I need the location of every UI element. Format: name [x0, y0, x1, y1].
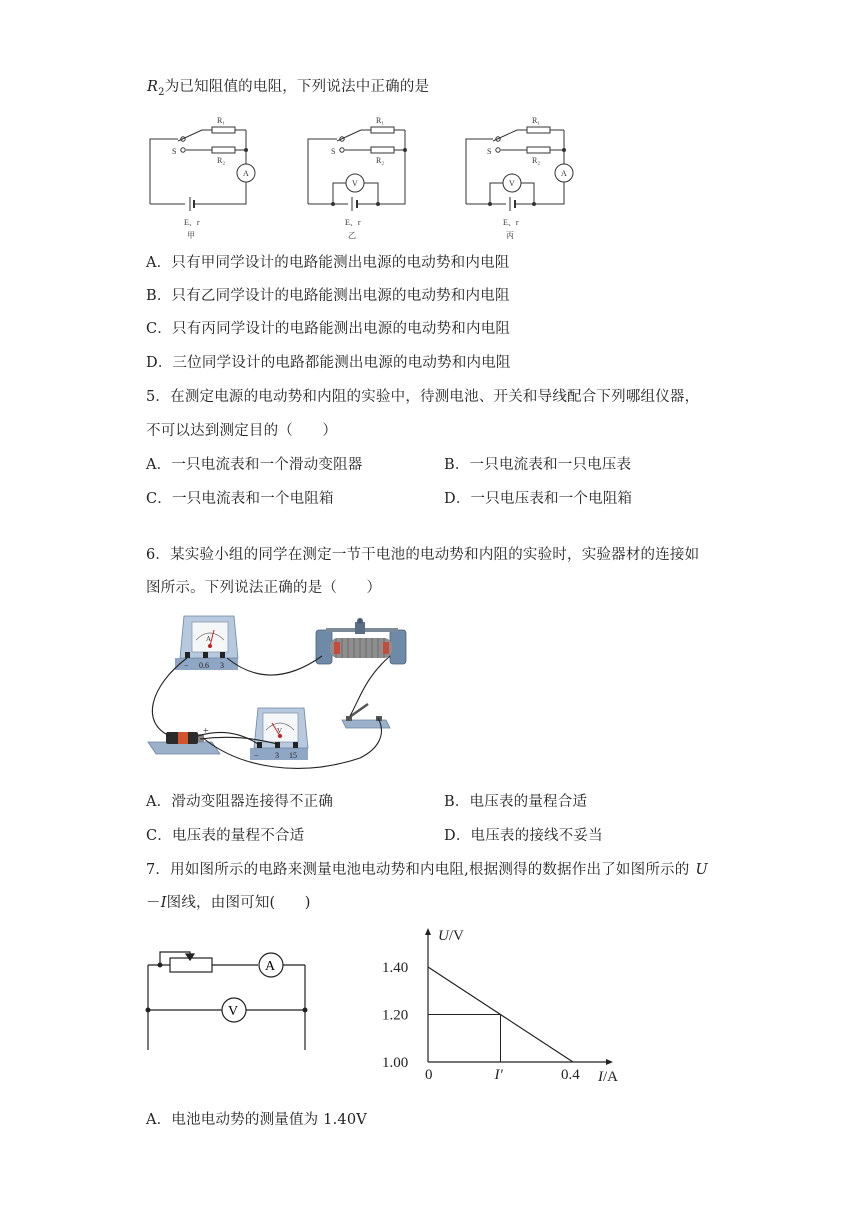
voltmeter-device	[250, 708, 308, 760]
ammeter-term-3: 3	[220, 661, 224, 670]
r2-symbol: R	[147, 79, 159, 95]
x-axis-label: I/A	[598, 1069, 618, 1085]
yi-source-label: E、r	[345, 218, 361, 227]
yi-r1-label: R₁	[376, 116, 385, 125]
jia-r2-label: R₂	[217, 156, 226, 165]
jia-source-label: E、r	[184, 218, 200, 227]
q7-option-a: A．电池电动势的测量值为 1.40V	[146, 1112, 367, 1128]
bing-r2-label: R₂	[532, 156, 541, 165]
intro-text: 为已知阻值的电阻，下列说法中正确的是	[164, 79, 430, 95]
q6-stem-line1: 6．某实验小组的同学在测定一节干电池的电动势和内阻的实验时，实验器材的连接如	[146, 547, 700, 563]
circuit-bing	[466, 127, 573, 211]
yi-r2-label: R₂	[376, 156, 385, 165]
x-tick-label: 0.4	[561, 1067, 580, 1083]
bing-caption: 丙	[506, 231, 514, 240]
q5-stem-line1: 5．在测定电源的电动势和内阻的实验中，待测电池、开关和导线配合下列哪组仪器，	[146, 389, 700, 405]
ammeter-letter: A	[206, 635, 212, 643]
q7-ammeter-letter: A	[265, 959, 276, 974]
q5-option-b: B．一只电流表和一只电压表	[444, 457, 632, 473]
q5-stem-line2: 不可以达到测定目的（ ）	[146, 423, 338, 439]
q7-voltmeter-letter: V	[228, 1004, 239, 1019]
q7-line2-text: 图线，由图可知( )	[166, 895, 311, 911]
q6-stem-line2: 图所示。下列说法正确的是（ ）	[146, 580, 382, 596]
q4-option-d: D．三位同学设计的电路都能测出电源的电动势和内电阻	[146, 355, 511, 371]
r2-subscript: 2	[158, 86, 165, 98]
q6-option-a: A．滑动变阻器连接得不正确	[146, 794, 334, 810]
y-tick-label: 1.00	[382, 1055, 409, 1071]
switch-device	[342, 704, 390, 728]
yi-s-label: S	[331, 147, 336, 156]
yi-caption: 乙	[348, 231, 356, 240]
ammeter-device	[175, 616, 238, 670]
q7-dash: －	[146, 895, 161, 911]
q5-option-d: D．一只电压表和一个电阻箱	[444, 491, 633, 507]
q5-option-a: A．一只电流表和一个滑动变阻器	[146, 457, 363, 473]
x-tick-label: I′	[494, 1067, 503, 1083]
battery-plus-label: +	[203, 726, 209, 737]
q7-i-symbol: I	[160, 895, 167, 911]
ammeter-term-minus: −	[184, 661, 189, 670]
rheostat-device	[316, 618, 406, 664]
circuit-jia	[150, 127, 255, 211]
q7-u-symbol: U	[695, 862, 708, 878]
bing-ammeter-letter: A	[561, 169, 567, 178]
q4-circuit-figures	[0, 108, 860, 248]
q4-option-b: B．只有乙同学设计的电路能测出电源的电动势和内电阻	[146, 288, 510, 304]
q6-apparatus-figure	[0, 608, 860, 778]
voltmeter-term-3: 3	[275, 751, 279, 760]
q7-line1-text: 7．用如图所示的电路来测量电池电动势和内电阻,根据测得的数据作出了如图所示的	[146, 862, 690, 878]
ammeter-term-06: 0.6	[199, 661, 209, 670]
yi-voltmeter-letter: V	[352, 179, 358, 188]
q7-stem-line2	[146, 893, 311, 913]
y-tick-label: 1.40	[382, 960, 409, 976]
bing-source-label: E、r	[503, 218, 519, 227]
q4-option-a: A．只有甲同学设计的电路能测出电源的电动势和内电阻	[146, 255, 510, 271]
q7-ui-chart	[380, 925, 650, 1085]
jia-s-label: S	[172, 147, 177, 156]
bing-voltmeter-letter: V	[509, 179, 515, 188]
x-tick-label: 0	[425, 1067, 433, 1083]
node-dot	[245, 149, 248, 152]
y-axis-arrow	[425, 928, 431, 935]
q7-circuit	[140, 940, 340, 1050]
q5-option-c: C．一只电流表和一个电阻箱	[146, 491, 334, 507]
circuit-yi	[308, 127, 407, 211]
q4-option-c: C．只有丙同学设计的电路能测出电源的电动势和内电阻	[146, 321, 511, 337]
intro-line	[147, 77, 429, 103]
q7-stem-line1	[146, 860, 708, 880]
jia-ammeter-letter: A	[243, 169, 249, 178]
voltmeter-term-minus: −	[254, 751, 259, 760]
y-axis-label: U/V	[438, 928, 464, 944]
q6-option-d: D．电压表的接线不妥当	[444, 828, 603, 844]
voltmeter-letter: V	[277, 727, 283, 735]
battery-device	[148, 726, 220, 754]
voltmeter-term-15: 15	[289, 751, 297, 760]
bing-r1-label: R₁	[532, 116, 541, 125]
x-axis-arrow	[606, 1059, 613, 1065]
q6-option-c: C．电压表的量程不合适	[146, 828, 305, 844]
jia-r1-label: R₁	[217, 116, 226, 125]
q6-option-b: B．电压表的量程合适	[444, 794, 588, 810]
y-tick-label: 1.20	[382, 1007, 409, 1024]
jia-caption: 甲	[187, 231, 195, 240]
bing-s-label: S	[487, 147, 492, 156]
